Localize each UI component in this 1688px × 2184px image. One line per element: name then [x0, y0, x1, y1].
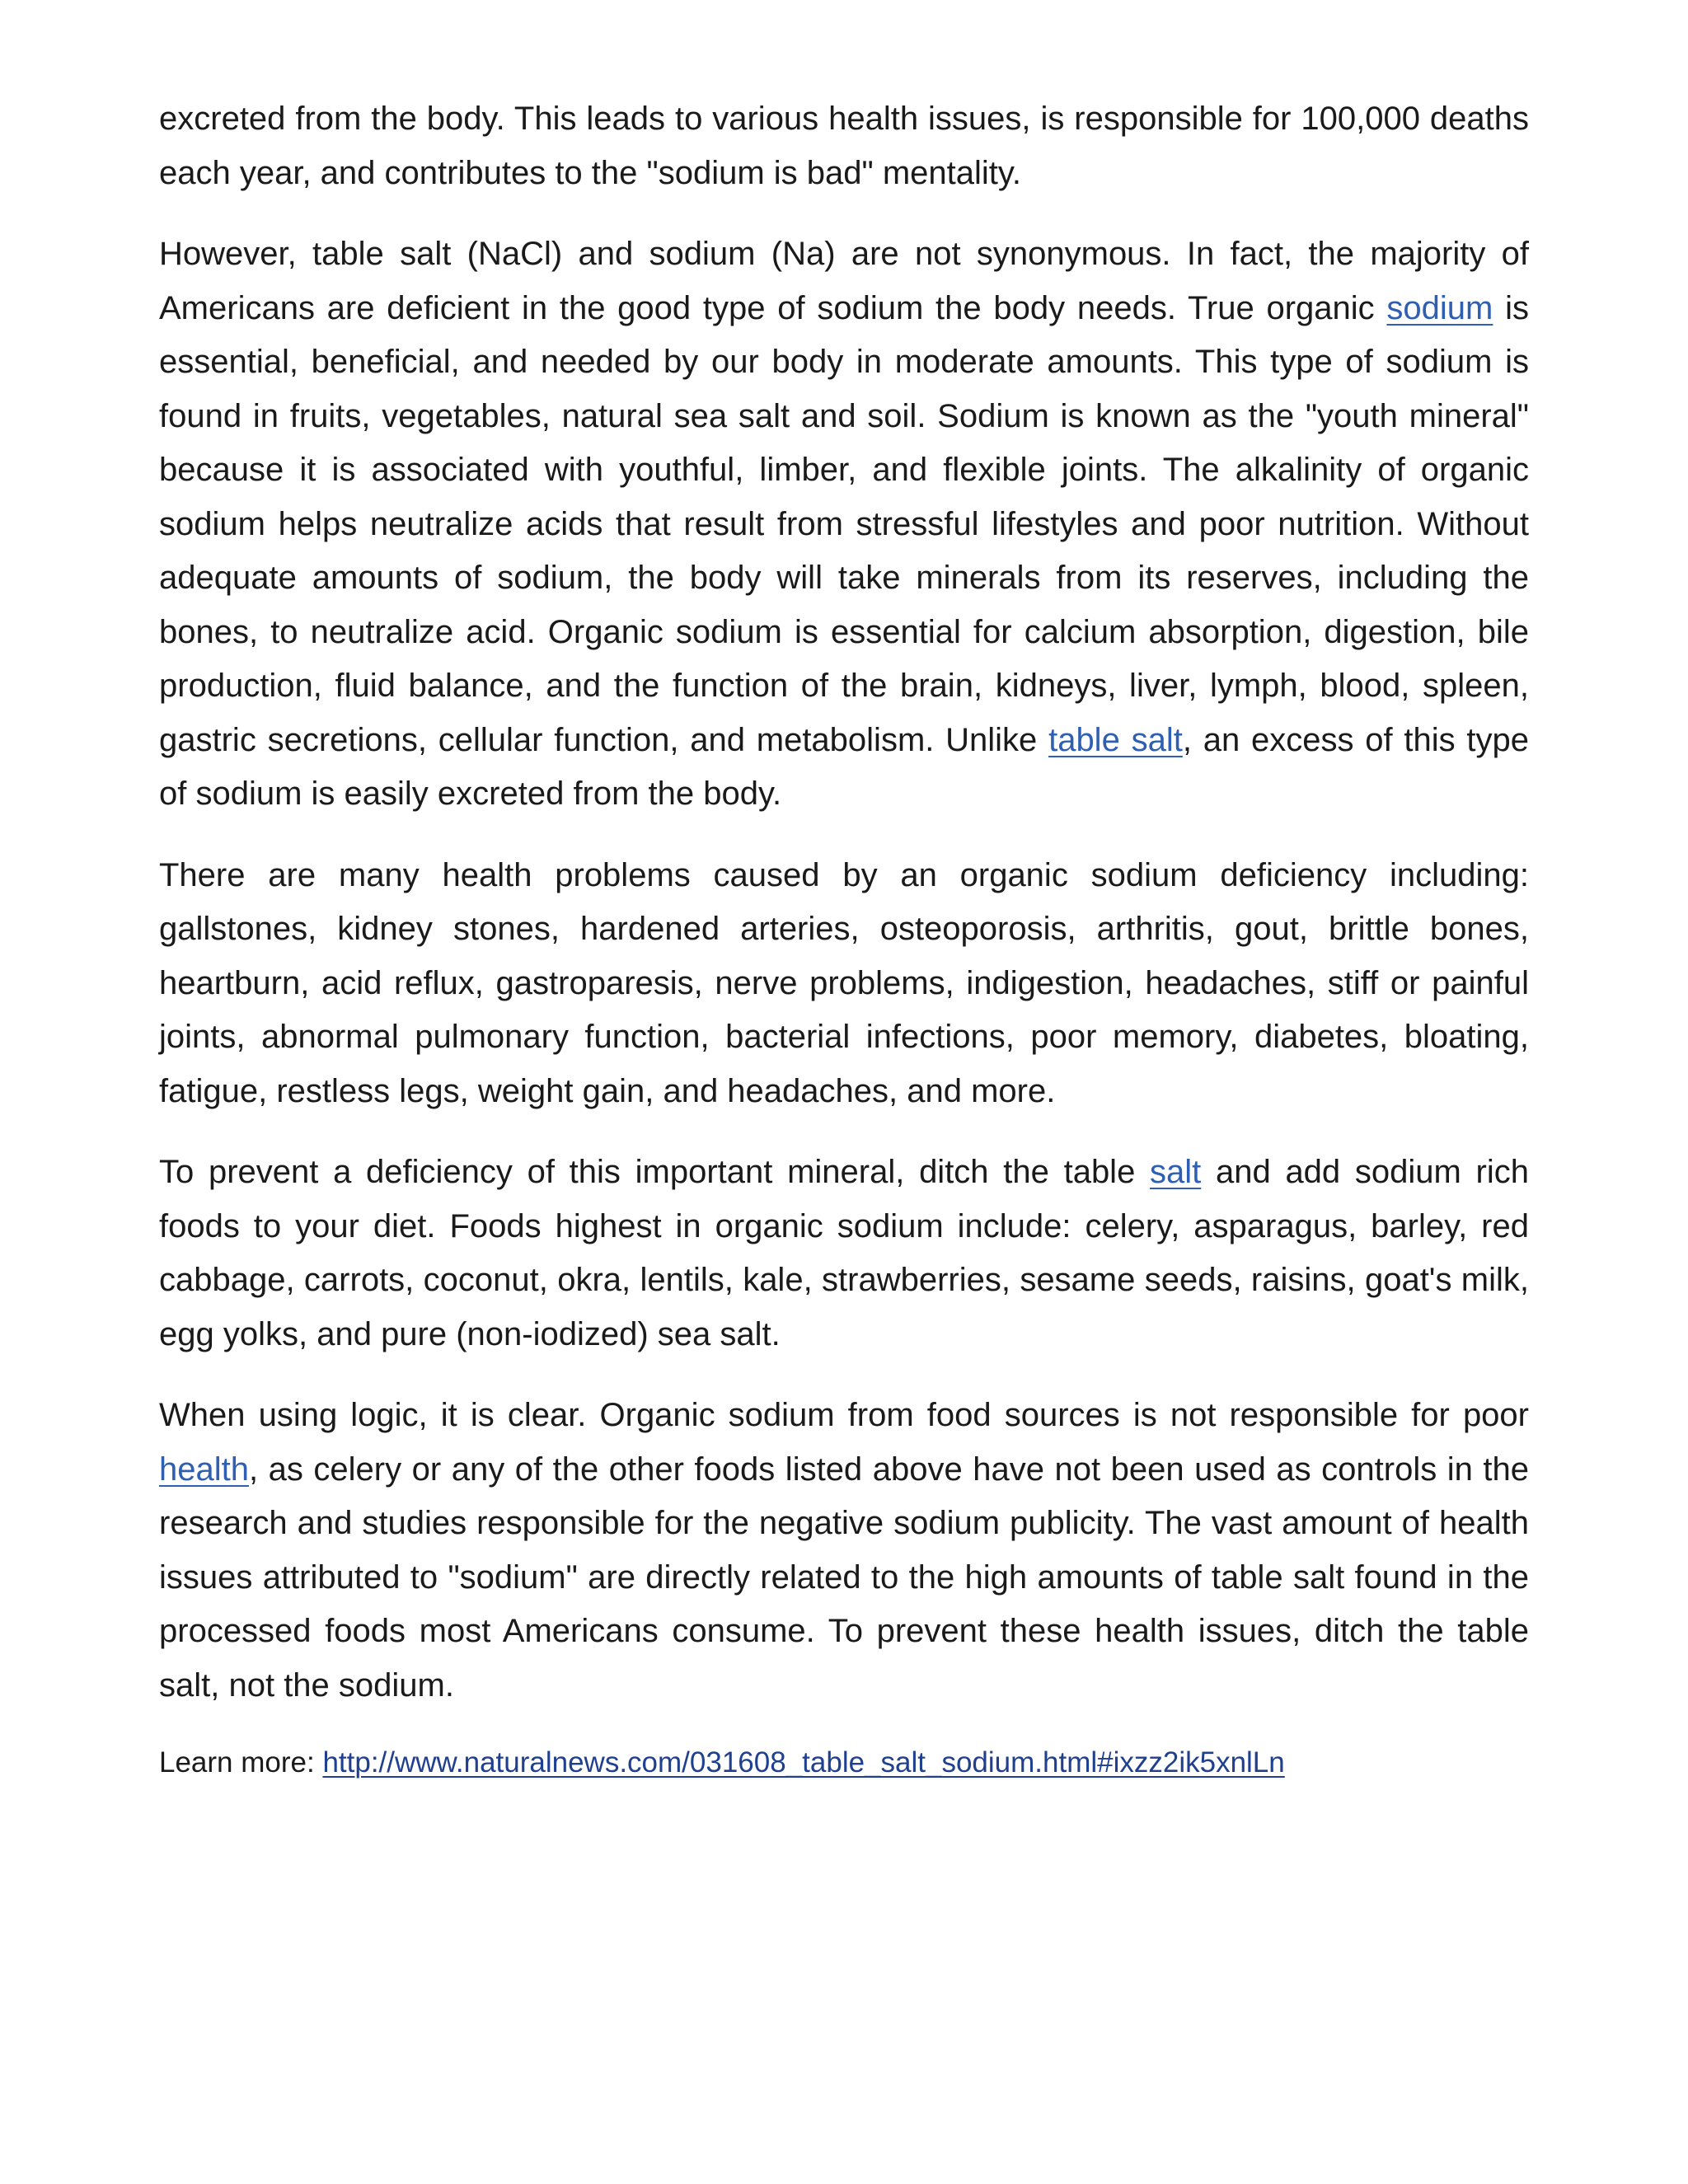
- link-salt[interactable]: salt: [1150, 1154, 1202, 1190]
- paragraph-text: , as celery or any of the other foods listed above have not been used as controls in the research and studies responsible for the negative sodium publicity. The vast amount of health issues attributed to "sodium" are directly related to the high amounts of table salt found in the processed foods most Americans consume. To prevent these health issues, ditch the table salt, not the sodium.: [159, 1451, 1529, 1704]
- source-url-link[interactable]: http://www.naturalnews.com/031608_table_salt_sodium.html#ixzz2ik5xnlLn: [322, 1746, 1285, 1779]
- paragraph-text: There are many health problems caused by an organic sodium deficiency including: gallstones, kidney stones, hardened arteries, osteoporosis, arthritis, gout, brittle bones, heartburn, acid reflux, gastroparesis, nerve problems, indigestion, headaches, stiff or painful joints, abnormal pulmonary function, bacterial infections, poor memory, diabetes, bloating, fatigue, restless legs, weight gain, and headaches, and more.: [159, 856, 1529, 1109]
- link-sodium[interactable]: sodium: [1386, 289, 1493, 326]
- paragraph-text: However, table salt (NaCl) and sodium (Na) are not synonymous. In fact, the majority of Americans are deficient in the good type of sodium the body needs. True organic: [159, 236, 1529, 326]
- link-health[interactable]: health: [159, 1451, 249, 1488]
- paragraph-organic-sodium: [159, 227, 1529, 822]
- paragraph-prevent-deficiency: [159, 1146, 1529, 1361]
- link-table-salt[interactable]: table salt: [1048, 721, 1183, 758]
- paragraph-health-problems: [159, 849, 1529, 1119]
- paragraph-text: and add sodium rich foods to your diet. Foods highest in organic sodium include: celery, asparagus, barley, red cabbage, carrots, coconut, okra, lentils, kale, strawberries, sesame seeds, raisins, goat's milk, egg yolks, and pure (non-iodized) sea salt.: [159, 1154, 1529, 1352]
- paragraph-text: is essential, beneficial, and needed by our body in moderate amounts. This type of sodium is found in fruits, vegetables, natural sea salt and soil. Sodium is known as the "youth mineral" because it is associated with youthful, limber, and flexible joints. The alkalinity of organic sodium helps neutralize acids that result from stressful lifestyles and poor nutrition. Without adequate amounts of sodium, the body will take minerals from its reserves, including the bones, to neutralize acid. Organic sodium is essential for calcium absorption, digestion, bile production, fluid balance, and the function of the brain, kidneys, liver, lymph, blood, spleen, gastric secretions, cellular function, and metabolism. Unlike: [159, 289, 1530, 758]
- article-body: [159, 92, 1529, 1785]
- learn-more-line: [159, 1740, 1529, 1785]
- paragraph-text: When using logic, it is clear. Organic sodium from food sources is not responsible for poor: [159, 1397, 1529, 1433]
- paragraph-logic: [159, 1389, 1529, 1713]
- paragraph-excretion: [159, 92, 1529, 200]
- paragraph-text: To prevent a deficiency of this important mineral, ditch the table: [159, 1154, 1151, 1190]
- learn-more-label: Learn more:: [159, 1746, 323, 1779]
- paragraph-text: excreted from the body. This leads to various health issues, is responsible for 100,000 deaths each year, and contributes to the "sodium is bad" mentality.: [159, 101, 1529, 191]
- paragraph-text: , an excess of this type of sodium is easily excreted from the body.: [159, 721, 1530, 812]
